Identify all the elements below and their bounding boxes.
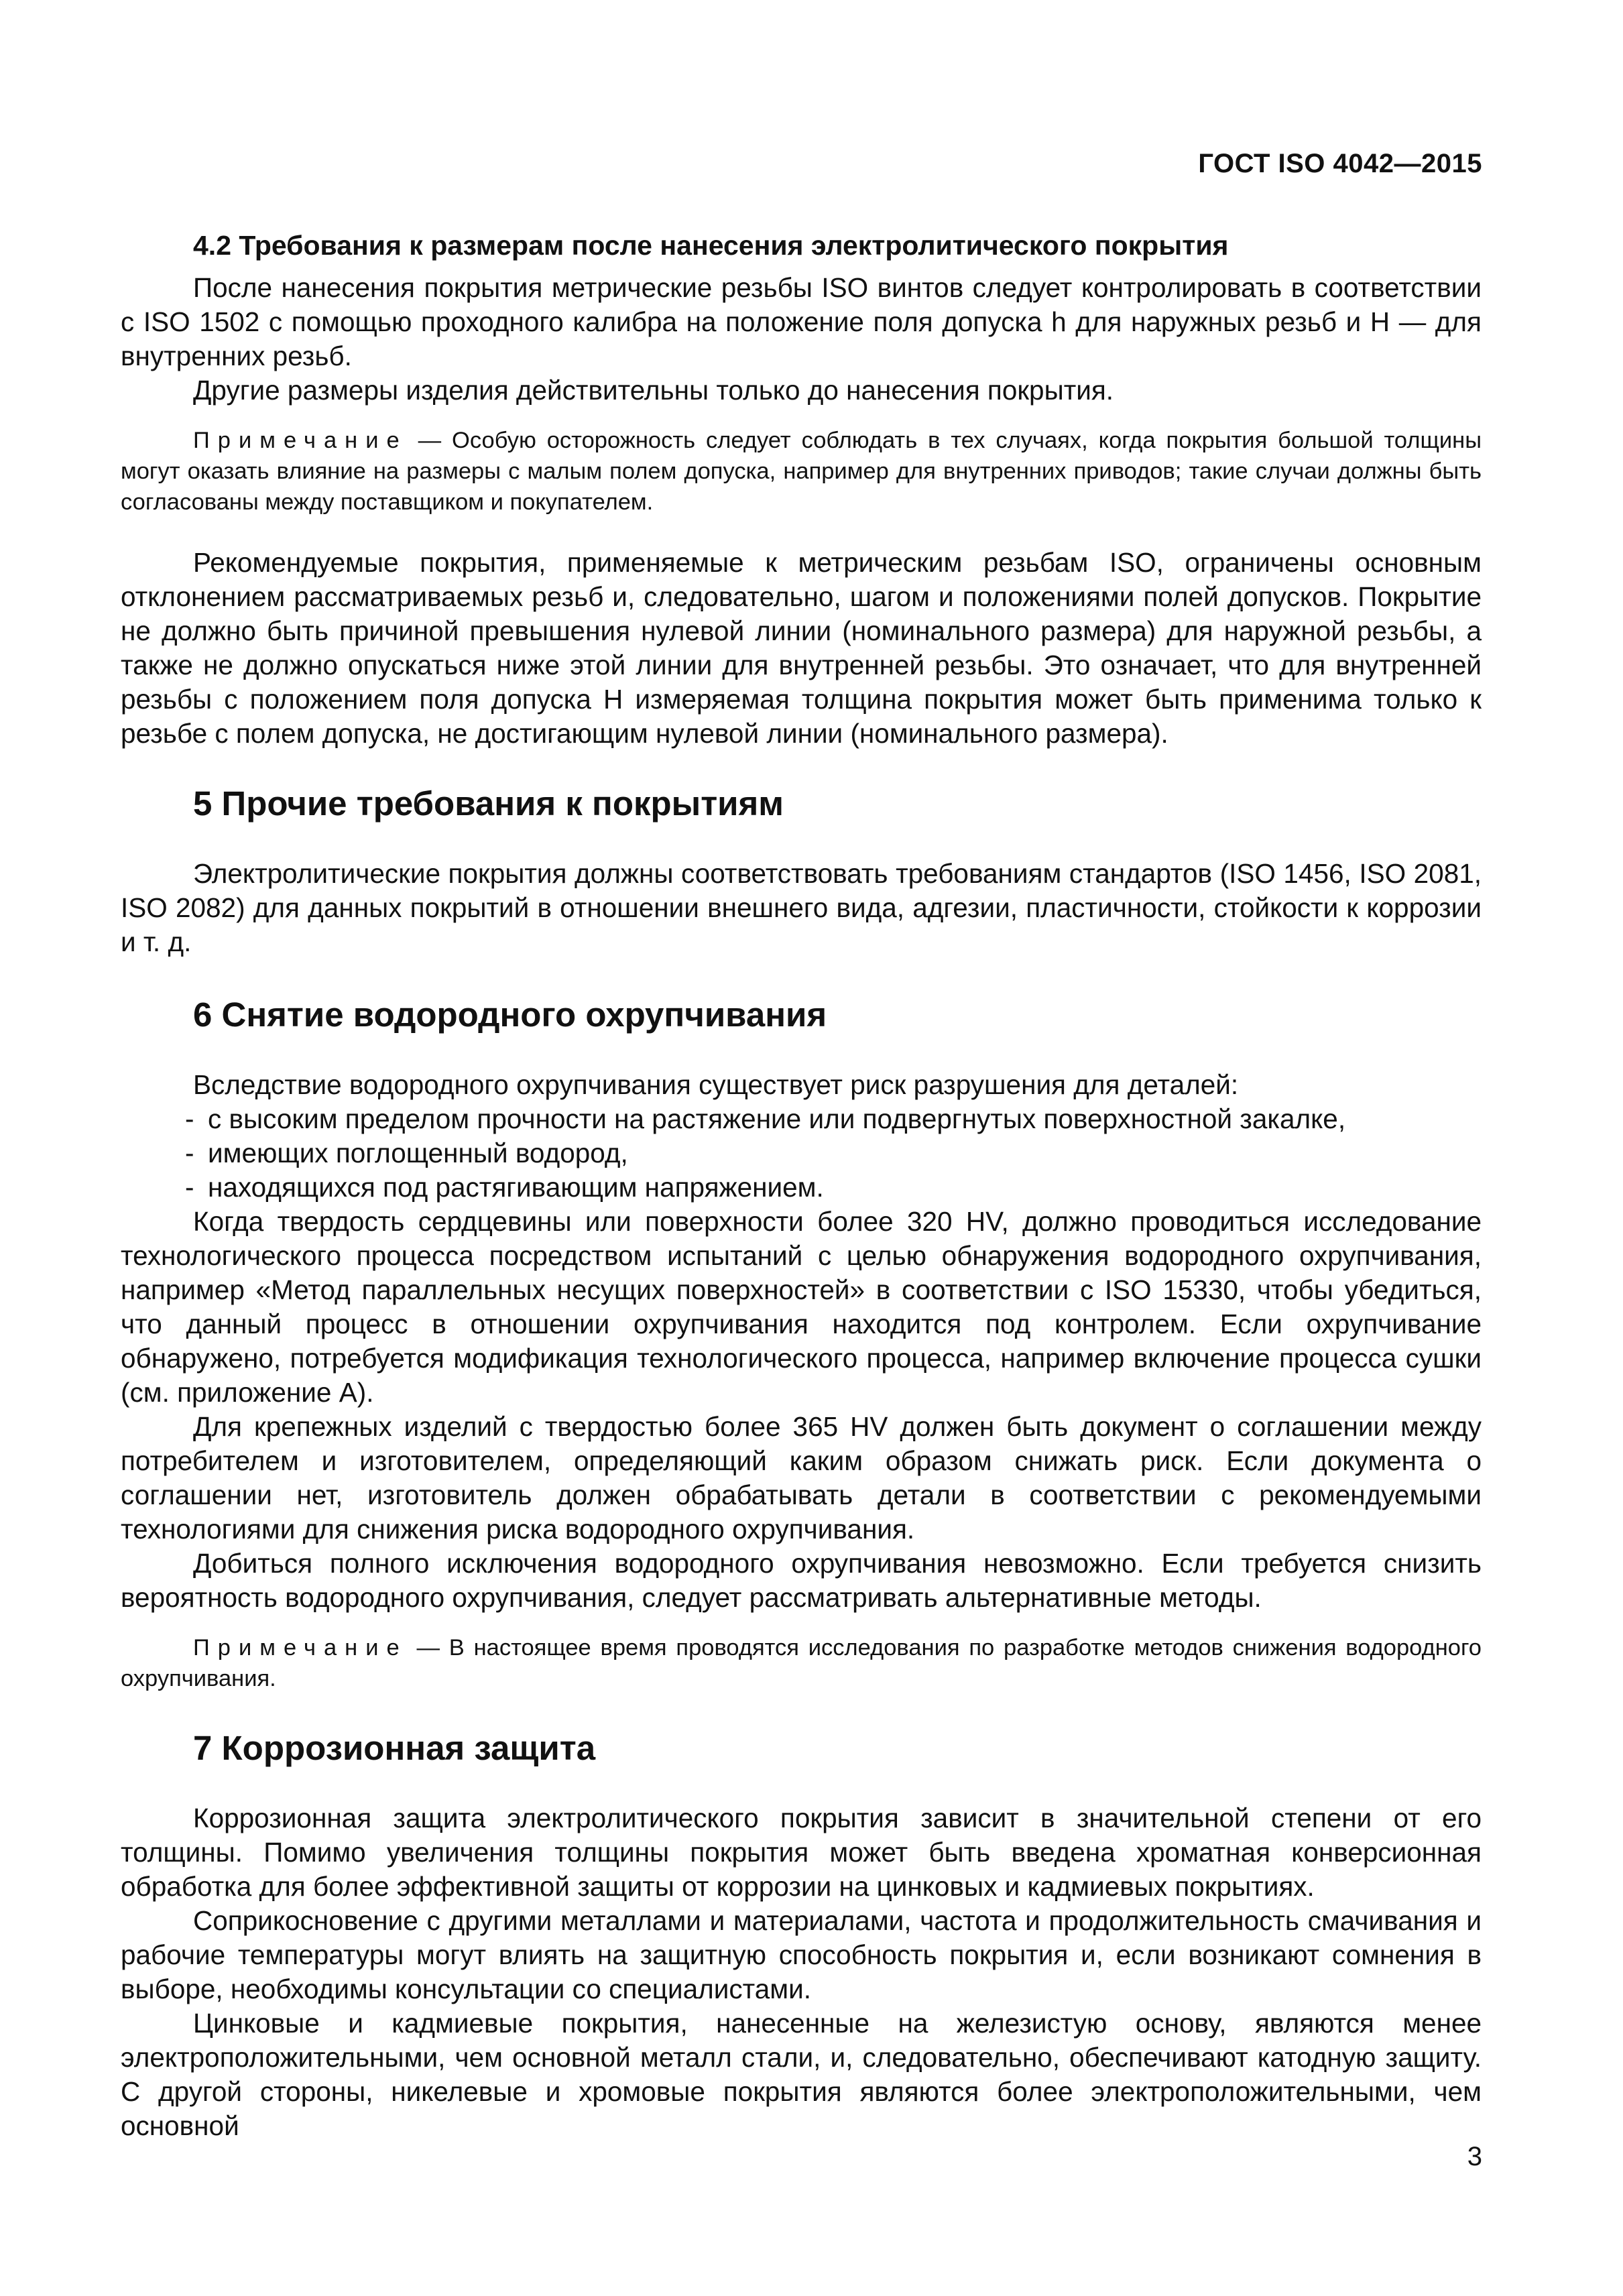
list-item: - с высоким пределом прочности на растяжение или подвергнутых поверхностной закалке, — [185, 1103, 1346, 1134]
list-item: - имеющих поглощенный водород, — [185, 1138, 628, 1168]
paragraph: Электролитические покрытия должны соответствовать требованиям стандартов (ISO 1456, ISO 2081, ISO 2082) для данных покрытий в отношении внешнего вида, адгезии, пластичности, стойкости к коррозии и т. д. — [121, 858, 1482, 957]
section-heading-6: 6 Снятие водородного охрупчивания — [193, 995, 827, 1034]
paragraph: Рекомендуемые покрытия, применяемые к метрическим резьбам ISO, ограничены основным отклонением рассматриваемых резьб и, следовательно, шагом и положениями полей допусков. Покрытие не должно быть причиной превышения нулевой линии (номинального размера) для наружной резьбы, а также не должно опускаться ниже этой линии для внутренней резьбы. Это означает, что для внутренней резьбы с положением поля допуска H измеряемая толщина покрытия может быть применима только к резьбе с полем допуска, не достигающим нулевой линии (номинального размера). — [121, 547, 1482, 749]
note-label: Примечание — [193, 1635, 408, 1660]
paragraph: Когда твердость сердцевины или поверхности более 320 HV, должно проводиться исследование технологического процесса посредством испытаний с целью обнаружения водородного охрупчивания, например «Метод параллельных несущих поверхностей» в соответствии с ISO 15330, чтобы убедиться, что данный процесс в отношении охрупчивания находится под контролем. Если охрупчивание обнаружено, потребуется модификация технологического процесса, например включение процесса сушки (см. приложение А). — [121, 1206, 1482, 1408]
subsection-heading-4-2: 4.2 Требования к размерам после нанесения электролитического покрытия — [193, 230, 1229, 261]
section-heading-7: 7 Коррозионная защита — [193, 1729, 596, 1767]
paragraph: Вследствие водородного охрупчивания существует риск разрушения для деталей: — [193, 1069, 1239, 1100]
document-code: ГОСТ ISO 4042—2015 — [1198, 149, 1482, 178]
document-body — [121, 227, 1482, 2143]
paragraph: Добиться полного исключения водородного охрупчивания невозможно. Если требуется снизить вероятность водородного охрупчивания, следует рассматривать альтернативные методы. — [121, 1548, 1482, 1613]
note — [121, 425, 1482, 518]
page-number: 3 — [1467, 2142, 1482, 2171]
note-text: — В настоящее время проводятся исследования по разработке методов снижения водородного охрупчивания. — [121, 1635, 1482, 1691]
paragraph: После нанесения покрытия метрические резьбы ISO винтов следует контролировать в соответствии с ISO 1502 с помощью проходного калибра на положение поля допуска h для наружных резьб и H — для внутренних резьб. — [121, 272, 1482, 371]
list-item: - находящихся под растягивающим напряжением. — [185, 1172, 824, 1203]
note — [121, 1632, 1482, 1694]
risk-list — [121, 1102, 1482, 1205]
paragraph: Другие размеры изделия действительны только до нанесения покрытия. — [193, 375, 1114, 406]
section-heading-5: 5 Прочие требования к покрытиям — [193, 784, 784, 823]
paragraph: Соприкосновение с другими металлами и материалами, частота и продолжительность смачивания и рабочие температуры могут влиять на защитную способность покрытия и, если возникают сомнения в выборе, необходимы консультации со специалистами. — [121, 1905, 1482, 2004]
paragraph: Коррозионная защита электролитического покрытия зависит в значительной степени от его толщины. Помимо увеличения толщины покрытия может быть введена хроматная конверсионная обработка для более эффективной защиты от коррозии на цинковых и кадмиевых покрытиях. — [121, 1803, 1482, 1902]
note-text: — Особую осторожность следует соблюдать в тех случаях, когда покрытия большой толщины могут оказать влияние на размеры с малым полем допуска, например для внутренних приводов; такие случаи должны быть согласованы между поставщиком и покупателем. — [121, 428, 1482, 515]
paragraph: Для крепежных изделий с твердостью более 365 HV должен быть документ о соглашении между потребителем и изготовителем, определяющий каким образом снижать риск. Если документа о соглашении нет, изготовитель должен обрабатывать детали в соответствии с рекомендуемыми технологиями для снижения риска водородного охрупчивания. — [121, 1411, 1482, 1545]
note-label: Примечание — [193, 428, 408, 453]
paragraph: Цинковые и кадмиевые покрытия, нанесенные на железистую основу, являются менее электроположительными, чем основной металл стали, и, следовательно, обеспечивают катодную защиту. С другой стороны, никелевые и хромовые покрытия являются более электроположительными, чем основной — [121, 2008, 1482, 2141]
